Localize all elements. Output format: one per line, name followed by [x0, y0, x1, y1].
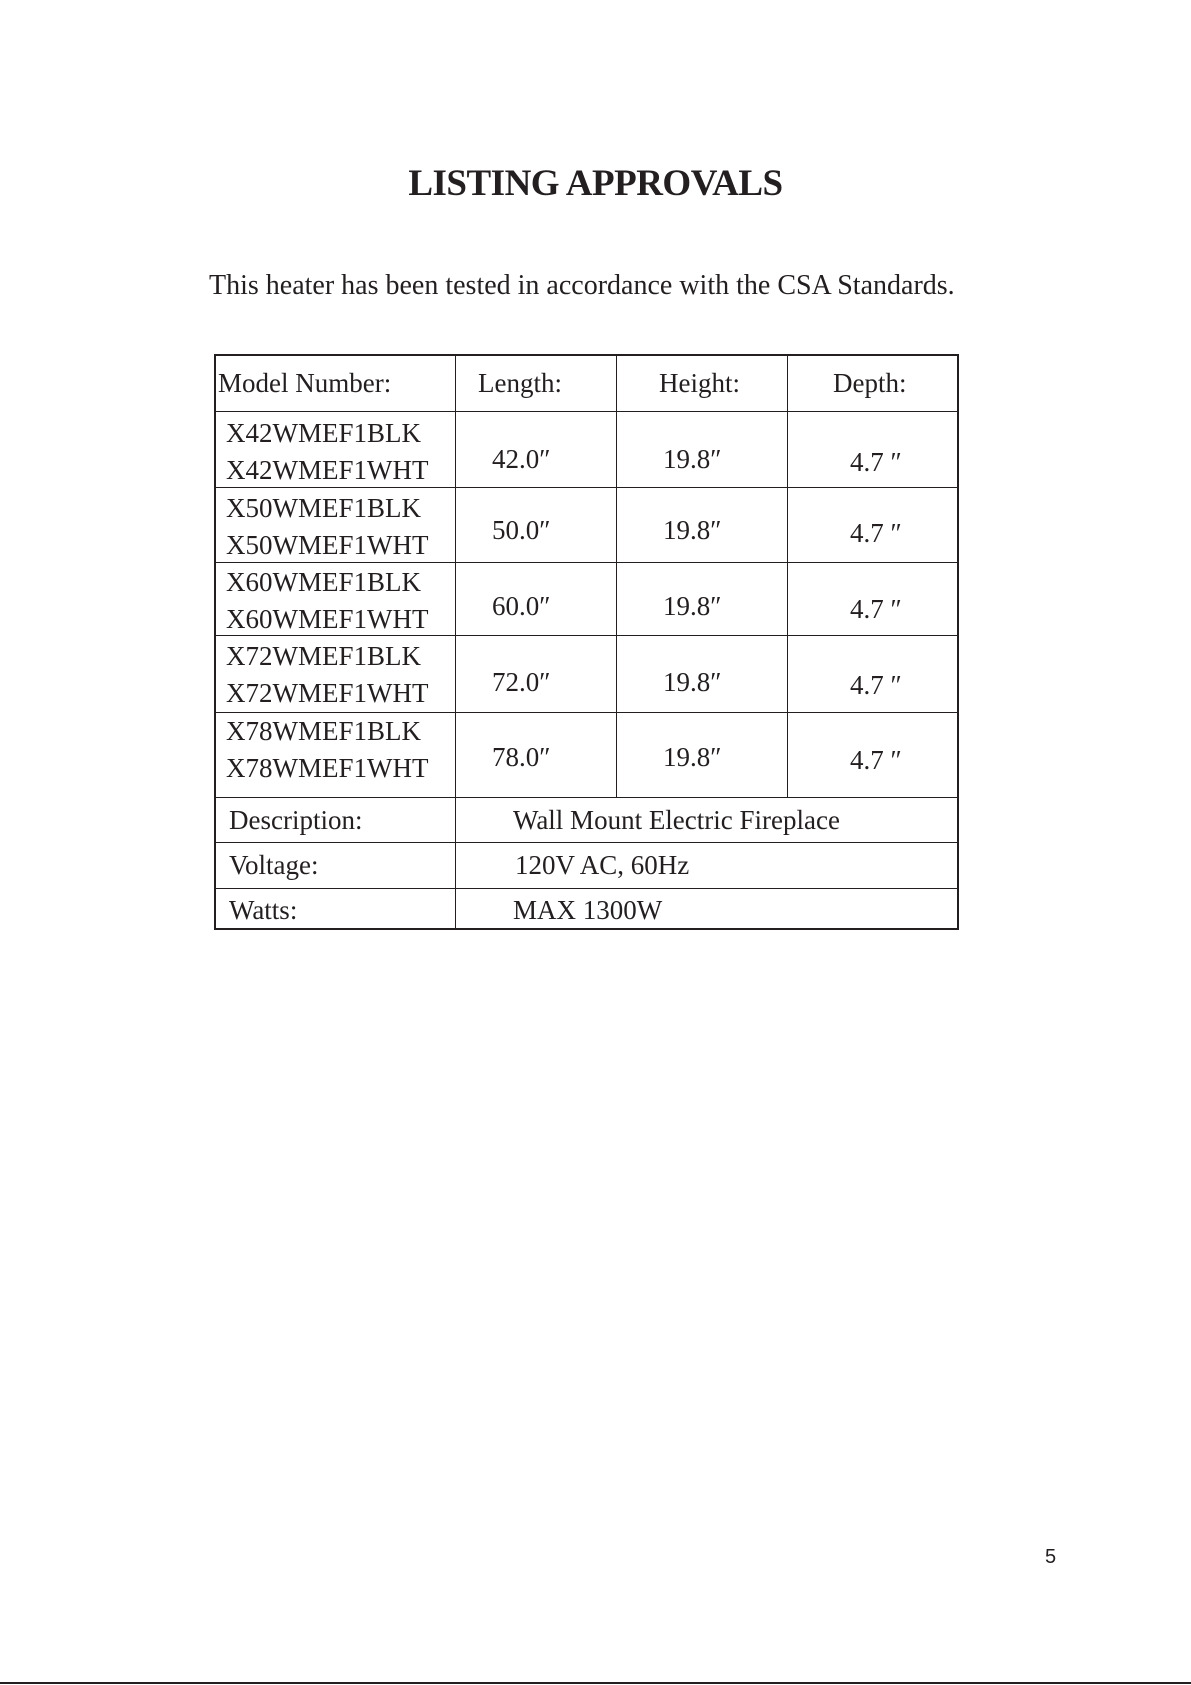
height-value: 19.8″ — [663, 591, 722, 621]
spec-value-description: Wall Mount Electric Fireplace — [513, 805, 840, 835]
length-value: 60.0″ — [492, 591, 551, 621]
height-value: 19.8″ — [663, 444, 722, 474]
length-value: 72.0″ — [492, 667, 551, 697]
height-value: 19.8″ — [663, 667, 722, 697]
model-number: X72WMEF1BLK — [226, 641, 421, 671]
intro-paragraph: This heater has been tested in accordance with the CSA Standards. — [209, 270, 955, 301]
spec-value-voltage: 120V AC, 60Hz — [515, 850, 690, 880]
row-divider — [216, 562, 957, 563]
header-height: Height: — [659, 368, 740, 398]
model-number: X78WMEF1BLK — [226, 716, 421, 746]
header-depth: Depth: — [833, 368, 907, 398]
column-divider — [616, 356, 617, 797]
row-divider — [216, 487, 957, 488]
model-number: X42WMEF1WHT — [226, 455, 429, 485]
row-divider — [216, 712, 957, 713]
model-number: X78WMEF1WHT — [226, 753, 429, 783]
length-value: 42.0″ — [492, 444, 551, 474]
header-length: Length: — [478, 368, 562, 398]
model-number: X42WMEF1BLK — [226, 418, 421, 448]
column-divider — [787, 356, 788, 797]
row-divider — [216, 411, 957, 412]
page-edge-rule — [0, 1682, 1191, 1684]
depth-value: 4.7 ″ — [850, 447, 902, 477]
row-divider — [216, 842, 957, 843]
depth-value: 4.7 ″ — [850, 745, 902, 775]
length-value: 50.0″ — [492, 515, 551, 545]
height-value: 19.8″ — [663, 742, 722, 772]
row-divider — [216, 797, 957, 798]
model-number: X60WMEF1WHT — [226, 604, 429, 634]
spec-table — [214, 354, 959, 930]
header-model-number: Model Number: — [218, 368, 392, 398]
depth-value: 4.7 ″ — [850, 594, 902, 624]
model-number: X50WMEF1WHT — [226, 530, 429, 560]
spec-value-watts: MAX 1300W — [513, 895, 663, 925]
depth-value: 4.7 ″ — [850, 670, 902, 700]
height-value: 19.8″ — [663, 515, 722, 545]
length-value: 78.0″ — [492, 742, 551, 772]
model-number: X72WMEF1WHT — [226, 678, 429, 708]
depth-value: 4.7 ″ — [850, 518, 902, 548]
page-number: 5 — [1045, 1546, 1057, 1568]
spec-label-voltage: Voltage: — [229, 850, 319, 880]
page-title: LISTING APPROVALS — [408, 163, 783, 204]
row-divider — [216, 888, 957, 889]
spec-label-watts: Watts: — [229, 895, 298, 925]
model-number: X60WMEF1BLK — [226, 567, 421, 597]
spec-label-description: Description: — [229, 805, 363, 835]
model-number: X50WMEF1BLK — [226, 493, 421, 523]
